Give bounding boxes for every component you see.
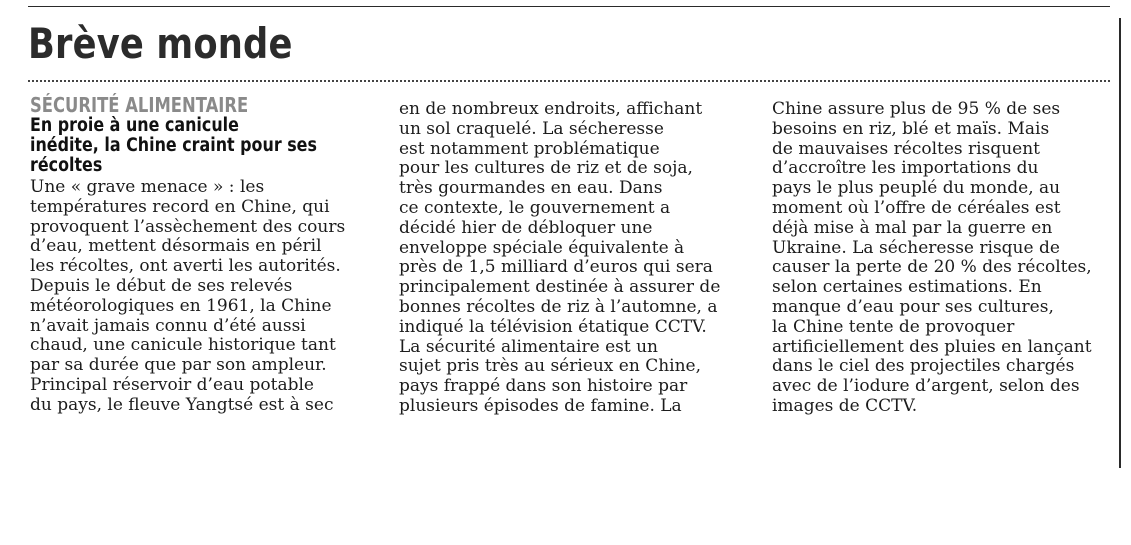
text-line: la Chine tente de provoquer (772, 316, 1015, 337)
text-line: moment où l’offre de céréales est (772, 197, 1061, 218)
text-line: décidé hier de débloquer une (399, 217, 653, 238)
text-line: en de nombreux endroits, affichant (399, 99, 703, 119)
text-line: de mauvaises récoltes risquent (772, 138, 1040, 159)
text-line: d’eau, mettent désormais en péril (30, 236, 322, 257)
text-line: Principal réservoir d’eau potable (30, 374, 314, 395)
article-headline-line: En proie à une canicule (30, 115, 239, 136)
text-line: d’accroître les importations du (772, 158, 1039, 179)
text-line: La sécurité alimentaire est un (399, 336, 658, 357)
text-line: pays frappé dans son histoire par (399, 376, 688, 397)
text-line: ce contexte, le gouvernement a (399, 197, 671, 218)
text-line: Chine assure plus de 95 % de ses (772, 99, 1061, 119)
text-line: dans le ciel des projectiles chargés (772, 356, 1075, 377)
text-line: les récoltes, ont averti les autorités. (30, 256, 341, 277)
text-line: provoquent l’assèchement des cours (30, 216, 346, 237)
text-line: Une « grave menace » : les (30, 177, 265, 197)
text-line: avec de l’iodure d’argent, selon des (772, 376, 1080, 397)
text-line: déjà mise à mal par la guerre en (772, 217, 1053, 238)
top-rule (28, 6, 1110, 7)
dotted-separator (28, 80, 1110, 82)
text-line: très gourmandes en eau. Dans (399, 178, 663, 199)
text-line: principalement destinée à assurer de (399, 277, 721, 298)
text-line: pour les cultures de riz et de soja, (399, 158, 693, 179)
text-line: manque d’eau pour ses cultures, (772, 296, 1054, 317)
text-line: par sa durée que par son ampleur. (30, 355, 327, 376)
article-kicker: SÉCURITÉ ALIMENTAIRE (30, 93, 249, 117)
article-column-3 (772, 100, 1117, 417)
text-line: Depuis le début de ses relevés (30, 275, 293, 296)
section-title: Brève monde (28, 19, 293, 68)
text-line: sujet pris très au sérieux en Chine, (399, 356, 702, 377)
text-line: du pays, le fleuve Yangtsé est à sec (30, 394, 334, 415)
text-line: images de CCTV. (772, 395, 918, 416)
text-line: causer la perte de 20 % des récoltes, (772, 257, 1092, 278)
text-line: un sol craquelé. La sécheresse (399, 118, 664, 139)
text-line: chaud, une canicule historique tant (30, 335, 336, 356)
text-line: est notamment problématique (399, 138, 660, 159)
article-headline-line: inédite, la Chine craint pour ses (30, 135, 317, 156)
text-line: bonnes récoltes de riz à l’automne, a (399, 296, 718, 317)
text-line: selon certaines estimations. En (772, 277, 1042, 298)
right-border-rule (1119, 18, 1121, 468)
text-line: près de 1,5 milliard d’euros qui sera (399, 257, 713, 278)
text-line: pays le plus peuplé du monde, au (772, 178, 1061, 199)
text-line: météorologiques en 1961, la Chine (30, 295, 332, 316)
text-line: indiqué la télévision étatique CCTV. (399, 316, 707, 337)
article-column-2 (399, 100, 744, 417)
article-body-col1 (30, 178, 350, 416)
text-line: besoins en riz, blé et maïs. Mais (772, 118, 1050, 139)
article-column-1 (30, 94, 350, 416)
text-line: températures record en Chine, qui (30, 196, 330, 217)
text-line: artificiellement des pluies en lançant (772, 336, 1092, 357)
text-line: enveloppe spéciale équivalente à (399, 237, 685, 258)
article-headline-line: récoltes (30, 155, 103, 176)
text-line: n’avait jamais connu d’été aussi (30, 315, 306, 336)
text-line: plusieurs épisodes de famine. La (399, 395, 682, 416)
text-line: Ukraine. La sécheresse risque de (772, 237, 1060, 258)
